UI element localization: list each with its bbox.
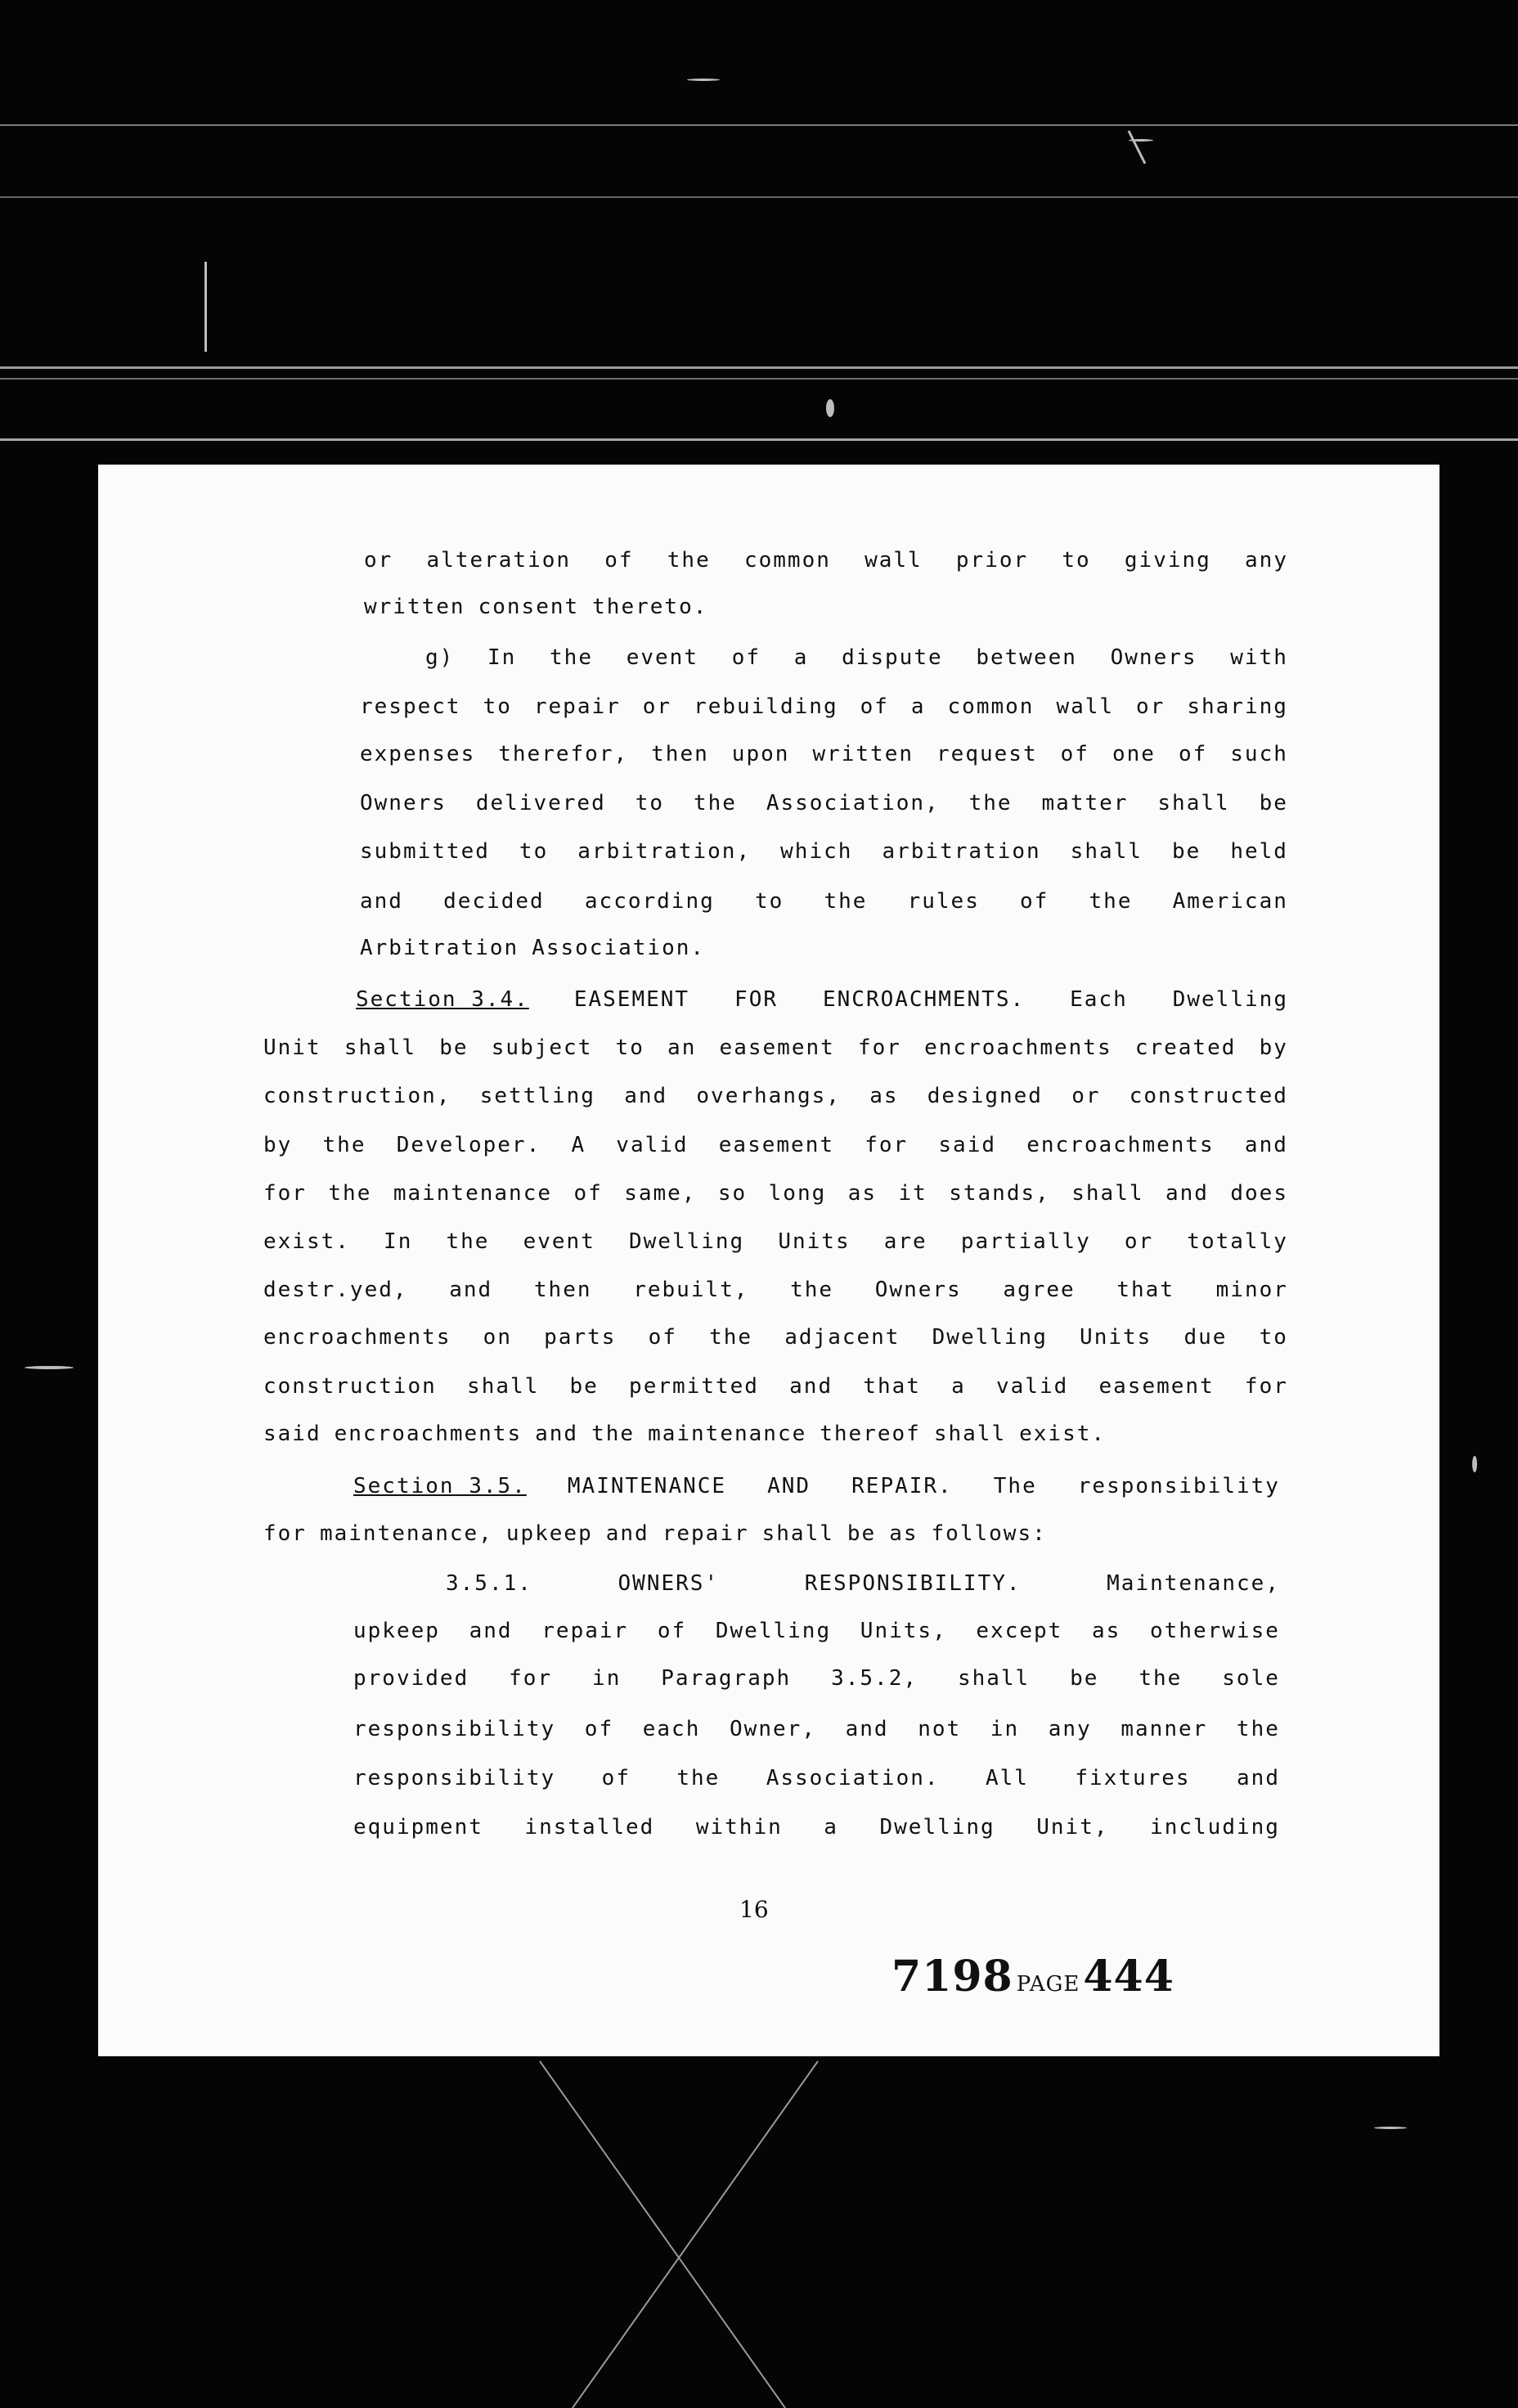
word: repair bbox=[541, 1619, 629, 1643]
word: for bbox=[263, 1181, 307, 1206]
word: minor bbox=[1215, 1278, 1288, 1302]
scan-line-artifact bbox=[0, 438, 1518, 441]
word: as bbox=[847, 1181, 878, 1206]
word: of bbox=[731, 645, 761, 670]
word: A bbox=[571, 1133, 586, 1157]
page-number: 16 bbox=[739, 1896, 769, 1923]
word: provided bbox=[353, 1666, 469, 1691]
word: valid bbox=[996, 1374, 1069, 1399]
word: easement bbox=[1098, 1374, 1215, 1399]
word: shall bbox=[1070, 839, 1143, 864]
text-line bbox=[263, 1133, 1288, 1157]
word: respect bbox=[360, 694, 461, 719]
word: sole bbox=[1222, 1666, 1280, 1691]
word: responsibility bbox=[353, 1766, 556, 1790]
scan-speck bbox=[1374, 2127, 1407, 2129]
word: a bbox=[793, 645, 809, 670]
word: created bbox=[1134, 1036, 1237, 1060]
word: of bbox=[1178, 742, 1208, 766]
text-line bbox=[263, 1422, 1106, 1446]
word: exist. bbox=[1019, 1422, 1107, 1446]
word: RESPONSIBILITY. bbox=[804, 1571, 1022, 1596]
word: common bbox=[947, 694, 1035, 719]
word: within bbox=[695, 1815, 783, 1840]
word: as bbox=[889, 1521, 918, 1546]
word: for bbox=[509, 1666, 553, 1691]
word: designed bbox=[927, 1084, 1043, 1108]
word: partially bbox=[960, 1229, 1091, 1254]
word: Owners bbox=[360, 791, 447, 815]
word: otherwise bbox=[1150, 1619, 1280, 1643]
word: or bbox=[1071, 1084, 1101, 1108]
word: and bbox=[1237, 1766, 1280, 1790]
word: and bbox=[845, 1717, 889, 1741]
word: encroachments bbox=[334, 1422, 523, 1446]
word: Dwelling bbox=[1172, 987, 1288, 1012]
word: Unit, bbox=[1036, 1815, 1109, 1840]
word: upon bbox=[731, 742, 790, 766]
text-line bbox=[263, 1374, 1288, 1399]
word: Developer. bbox=[396, 1133, 541, 1157]
word: stands, bbox=[949, 1181, 1050, 1206]
scan-speck bbox=[1129, 139, 1153, 142]
word: 3.5.2, bbox=[831, 1666, 918, 1691]
word: the bbox=[550, 645, 593, 670]
word: OWNERS' bbox=[618, 1571, 720, 1596]
word: any bbox=[1048, 1717, 1092, 1741]
word: consent bbox=[478, 595, 580, 619]
word: EASEMENT bbox=[573, 987, 690, 1012]
word: or bbox=[364, 548, 393, 573]
word: Owners bbox=[874, 1278, 962, 1302]
word: agree bbox=[1003, 1278, 1076, 1302]
section-heading: Section 3.5. bbox=[353, 1474, 527, 1498]
word: Dwelling bbox=[715, 1619, 832, 1643]
word: are bbox=[883, 1229, 927, 1254]
word: wall bbox=[1056, 694, 1115, 719]
word: The bbox=[993, 1474, 1037, 1498]
word: of bbox=[860, 694, 889, 719]
word: that bbox=[863, 1374, 921, 1399]
word: of bbox=[657, 1619, 687, 1643]
word: and bbox=[535, 1422, 579, 1446]
word: sharing bbox=[1187, 694, 1288, 719]
text-line bbox=[263, 1036, 1288, 1060]
word: parts bbox=[544, 1325, 617, 1350]
word: g) bbox=[425, 645, 455, 670]
word: and bbox=[789, 1374, 833, 1399]
word: any bbox=[1245, 548, 1288, 573]
text-line bbox=[356, 987, 1288, 1012]
word: follows: bbox=[931, 1521, 1047, 1546]
word: arbitration, bbox=[577, 839, 752, 864]
word: easement bbox=[718, 1133, 835, 1157]
word: the bbox=[1089, 889, 1133, 914]
word: according bbox=[584, 889, 715, 914]
word: on bbox=[483, 1325, 512, 1350]
word: Dwelling bbox=[628, 1229, 745, 1254]
word: of bbox=[584, 1717, 614, 1741]
text-line bbox=[360, 791, 1288, 815]
word: dispute bbox=[842, 645, 943, 670]
word: shall bbox=[761, 1521, 834, 1546]
word: arbitration bbox=[882, 839, 1041, 864]
word: as bbox=[869, 1084, 899, 1108]
word: and bbox=[1165, 1181, 1209, 1206]
word: maintenance bbox=[648, 1422, 807, 1446]
word: Owner, bbox=[730, 1717, 816, 1741]
word: expenses bbox=[360, 742, 476, 766]
word: Association. bbox=[766, 1766, 940, 1790]
word: the bbox=[328, 1181, 372, 1206]
word: same, bbox=[624, 1181, 697, 1206]
word: so bbox=[717, 1181, 748, 1206]
word: In bbox=[487, 645, 517, 670]
text-line bbox=[353, 1619, 1280, 1643]
word: that bbox=[1116, 1278, 1174, 1302]
text-line bbox=[360, 889, 1288, 914]
text-line bbox=[360, 839, 1288, 864]
word: adjacent bbox=[784, 1325, 900, 1350]
word: the bbox=[968, 791, 1013, 815]
word: event bbox=[523, 1229, 595, 1254]
word: MAINTENANCE bbox=[567, 1474, 727, 1498]
word: shall bbox=[1157, 791, 1230, 815]
word: the bbox=[322, 1133, 366, 1157]
word: upkeep bbox=[353, 1619, 440, 1643]
stamp-page-number: 444 bbox=[1083, 1952, 1174, 2001]
word: or bbox=[1136, 694, 1165, 719]
word: request bbox=[936, 742, 1038, 766]
word: Maintenance, bbox=[1107, 1571, 1280, 1596]
word: the bbox=[824, 889, 868, 914]
word: repair bbox=[662, 1521, 749, 1546]
word: constructed bbox=[1129, 1084, 1288, 1108]
word: submitted bbox=[360, 839, 490, 864]
recording-stamp bbox=[891, 1952, 1174, 2001]
text-line bbox=[446, 1571, 1280, 1596]
word: Association. bbox=[532, 936, 706, 960]
word: subject bbox=[491, 1036, 593, 1060]
word: with bbox=[1230, 645, 1288, 670]
word: upkeep bbox=[505, 1521, 593, 1546]
word: said bbox=[263, 1422, 321, 1446]
word: in bbox=[592, 1666, 622, 1691]
word: Units bbox=[1080, 1325, 1152, 1350]
text-line bbox=[425, 645, 1288, 670]
text-line bbox=[360, 694, 1288, 719]
word: by bbox=[1259, 1036, 1288, 1060]
text-line bbox=[353, 1815, 1280, 1840]
scan-line-artifact bbox=[0, 196, 1518, 198]
word: be bbox=[439, 1036, 469, 1060]
word: rebuilt, bbox=[633, 1278, 749, 1302]
word: Paragraph bbox=[661, 1666, 792, 1691]
word: not bbox=[918, 1717, 962, 1741]
word: or bbox=[642, 694, 672, 719]
word: the bbox=[591, 1422, 635, 1446]
word: matter bbox=[1041, 791, 1129, 815]
word: the bbox=[676, 1766, 721, 1790]
word: REPAIR. bbox=[851, 1474, 953, 1498]
word: to bbox=[615, 1036, 644, 1060]
text-line bbox=[360, 742, 1288, 766]
scan-speck bbox=[1472, 1456, 1477, 1472]
word: fixtures bbox=[1075, 1766, 1191, 1790]
text-line bbox=[263, 1325, 1288, 1350]
word: of bbox=[648, 1325, 677, 1350]
word: All bbox=[985, 1766, 1029, 1790]
word: the bbox=[667, 548, 711, 573]
word: maintenance bbox=[393, 1181, 552, 1206]
word: Association, bbox=[766, 791, 940, 815]
word: valid bbox=[616, 1133, 689, 1157]
word: the bbox=[693, 791, 737, 815]
word: be bbox=[1259, 791, 1288, 815]
word: AND bbox=[767, 1474, 811, 1498]
word: a bbox=[910, 694, 926, 719]
word: destr.yed, bbox=[263, 1278, 408, 1302]
text-line bbox=[263, 1278, 1288, 1302]
word: as bbox=[1092, 1619, 1121, 1643]
word: FOR bbox=[734, 987, 779, 1012]
word: such bbox=[1230, 742, 1288, 766]
word: Dwelling bbox=[879, 1815, 995, 1840]
word: and bbox=[624, 1084, 668, 1108]
text-line bbox=[353, 1666, 1280, 1691]
word: one bbox=[1112, 742, 1156, 766]
word: event bbox=[626, 645, 698, 670]
text-line bbox=[360, 936, 705, 960]
word: giving bbox=[1124, 548, 1211, 573]
word: held bbox=[1230, 839, 1288, 864]
word: alteration bbox=[426, 548, 572, 573]
text-line bbox=[364, 548, 1288, 573]
word: decided bbox=[443, 889, 545, 914]
text-line bbox=[353, 1717, 1280, 1741]
word: to bbox=[1259, 1325, 1288, 1350]
word: responsibility bbox=[353, 1717, 556, 1741]
text-line bbox=[353, 1766, 1280, 1790]
scan-speck bbox=[687, 79, 720, 81]
word: for bbox=[857, 1036, 901, 1060]
stamp-book-number: 7198 bbox=[891, 1952, 1013, 2001]
word: encroachments bbox=[924, 1036, 1112, 1060]
word: In bbox=[384, 1229, 413, 1254]
word: Each bbox=[1070, 987, 1128, 1012]
word: by bbox=[263, 1133, 293, 1157]
word: shall bbox=[467, 1374, 540, 1399]
word: the bbox=[709, 1325, 753, 1350]
word: the bbox=[1138, 1666, 1183, 1691]
word: prior bbox=[955, 548, 1029, 573]
word: delivered bbox=[475, 791, 606, 815]
word: exist. bbox=[263, 1229, 350, 1254]
word: ENCROACHMENTS. bbox=[823, 987, 1026, 1012]
word: common bbox=[743, 548, 831, 573]
word: and bbox=[605, 1521, 649, 1546]
word: long bbox=[768, 1181, 827, 1206]
word: repair bbox=[533, 694, 621, 719]
word: overhangs, bbox=[696, 1084, 841, 1108]
word: for bbox=[1244, 1374, 1288, 1399]
word: of bbox=[1060, 742, 1089, 766]
word: then bbox=[533, 1278, 592, 1302]
text-line bbox=[364, 595, 707, 619]
word: construction, bbox=[263, 1084, 451, 1108]
word: due bbox=[1183, 1325, 1228, 1350]
scan-line-artifact bbox=[0, 378, 1518, 380]
word: written bbox=[364, 595, 465, 619]
word: for bbox=[865, 1133, 909, 1157]
word: written bbox=[812, 742, 914, 766]
word: an bbox=[667, 1036, 697, 1060]
text-line bbox=[263, 1084, 1288, 1108]
word: said bbox=[938, 1133, 997, 1157]
word: of bbox=[573, 1181, 603, 1206]
word: each bbox=[642, 1717, 701, 1741]
word: which bbox=[780, 839, 853, 864]
word: wall bbox=[865, 548, 923, 573]
word: thereof bbox=[820, 1422, 921, 1446]
word: Dwelling bbox=[932, 1325, 1048, 1350]
scan-speck bbox=[25, 1366, 74, 1369]
word: of bbox=[1020, 889, 1049, 914]
word: be bbox=[569, 1374, 599, 1399]
word: encroachments bbox=[263, 1325, 451, 1350]
text-line bbox=[263, 1229, 1288, 1254]
word: to bbox=[1062, 548, 1091, 573]
scan-line-artifact bbox=[0, 366, 1518, 369]
word: manner bbox=[1121, 1717, 1208, 1741]
word: encroachments bbox=[1026, 1133, 1215, 1157]
text-line bbox=[263, 1521, 1047, 1546]
section-heading: Section 3.4. bbox=[356, 987, 529, 1012]
word: rules bbox=[907, 889, 980, 914]
stamp-page-label: PAGE bbox=[1016, 1972, 1080, 1997]
word: American bbox=[1172, 889, 1288, 914]
word: settling bbox=[479, 1084, 595, 1108]
word: permitted bbox=[629, 1374, 759, 1399]
word: be bbox=[847, 1521, 877, 1546]
word: shall bbox=[1071, 1181, 1144, 1206]
word: the bbox=[1236, 1717, 1280, 1741]
word: be bbox=[1171, 839, 1201, 864]
word: equipment bbox=[353, 1815, 483, 1840]
word: Units, bbox=[860, 1619, 947, 1643]
word: and bbox=[1244, 1133, 1288, 1157]
word: 3.5.1. bbox=[446, 1571, 532, 1596]
word: shall bbox=[344, 1036, 417, 1060]
text-line bbox=[353, 1474, 1280, 1498]
word: or bbox=[1124, 1229, 1154, 1254]
word: shall bbox=[957, 1666, 1031, 1691]
word: except bbox=[976, 1619, 1063, 1643]
scan-speck bbox=[204, 262, 207, 352]
word: be bbox=[1070, 1666, 1099, 1691]
word: and bbox=[360, 889, 403, 914]
word: the bbox=[446, 1229, 490, 1254]
word: for bbox=[263, 1521, 307, 1546]
scan-speck bbox=[826, 399, 834, 417]
word: including bbox=[1150, 1815, 1280, 1840]
word: totally bbox=[1187, 1229, 1288, 1254]
word: therefor, bbox=[498, 742, 629, 766]
word: Units bbox=[778, 1229, 851, 1254]
word: of bbox=[604, 548, 634, 573]
word: then bbox=[651, 742, 709, 766]
word: Unit bbox=[263, 1036, 321, 1060]
text-line bbox=[263, 1181, 1288, 1206]
word: it bbox=[898, 1181, 927, 1206]
word: construction bbox=[263, 1374, 437, 1399]
word: and bbox=[469, 1619, 513, 1643]
word: Arbitration bbox=[360, 936, 519, 960]
word: thereto. bbox=[592, 595, 708, 619]
word: a bbox=[824, 1815, 838, 1840]
word: does bbox=[1230, 1181, 1288, 1206]
word: between bbox=[976, 645, 1077, 670]
word: installed bbox=[524, 1815, 655, 1840]
word: to bbox=[483, 694, 512, 719]
word: in bbox=[990, 1717, 1020, 1741]
scan-line-artifact bbox=[0, 124, 1518, 126]
word: easement bbox=[719, 1036, 835, 1060]
word: to bbox=[635, 791, 664, 815]
word: maintenance, bbox=[319, 1521, 493, 1546]
word: of bbox=[601, 1766, 631, 1790]
word: to bbox=[754, 889, 784, 914]
word: responsibility bbox=[1077, 1474, 1280, 1498]
word: Owners bbox=[1110, 645, 1197, 670]
word: the bbox=[790, 1278, 834, 1302]
word: to bbox=[519, 839, 549, 864]
word: and bbox=[449, 1278, 493, 1302]
word: shall bbox=[933, 1422, 1007, 1446]
word: a bbox=[951, 1374, 966, 1399]
word: rebuilding bbox=[694, 694, 838, 719]
